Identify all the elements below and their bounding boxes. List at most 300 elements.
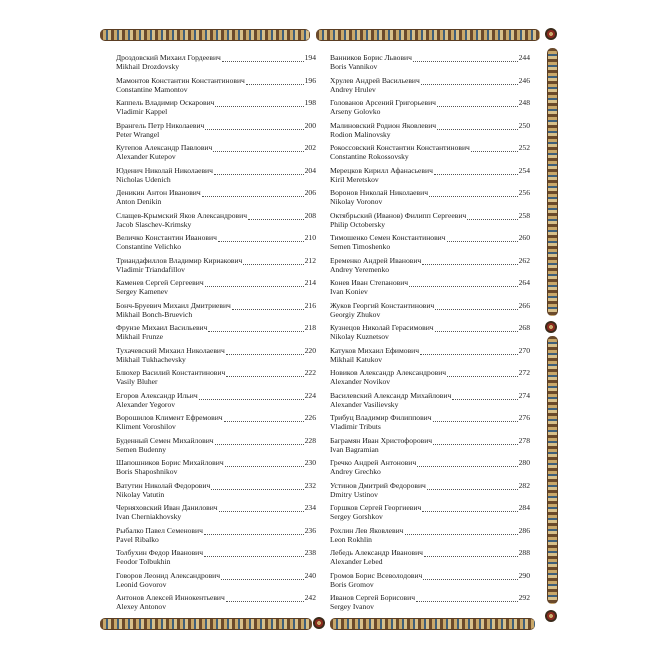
- russian-name-line: [116, 346, 316, 355]
- page-number: 244: [518, 53, 530, 62]
- english-name: Vladimir Tributs: [330, 422, 381, 431]
- index-entry: [330, 481, 530, 504]
- middle-rosette-icon: [545, 321, 557, 333]
- english-name: Boris Gromov: [330, 579, 374, 589]
- russian-name-line: [116, 526, 316, 535]
- dot-leader: [447, 235, 518, 242]
- dot-leader: [218, 235, 304, 242]
- russian-name: Говоров Леонид Александрович: [116, 570, 221, 580]
- page-number: 252: [518, 143, 530, 152]
- index-entry: [330, 301, 530, 324]
- english-name: Pavel Ribalko: [116, 534, 159, 544]
- dot-leader: [471, 145, 518, 152]
- russian-name: Мерецков Кирилл Афанасьевич: [330, 165, 433, 175]
- bottom-corner-rosette-icon: [313, 617, 325, 629]
- russian-name-line: [330, 256, 530, 265]
- english-name: Sergey Ivanov: [330, 602, 374, 611]
- english-name: Nicholas Udenich: [116, 174, 171, 184]
- dot-leader: [224, 415, 304, 422]
- page-number: 282: [518, 480, 530, 490]
- page-number: 202: [304, 143, 316, 152]
- page-number: 216: [304, 300, 316, 310]
- dot-leader: [435, 325, 518, 332]
- english-name: Mikhail Tukhachevsky: [116, 354, 186, 364]
- russian-name-line: [330, 391, 530, 400]
- page-number: 270: [518, 345, 530, 355]
- russian-name: Еременко Андрей Иванович: [330, 255, 422, 265]
- dot-leader: [213, 145, 303, 152]
- russian-name-line: [330, 458, 530, 467]
- dot-leader: [422, 505, 517, 512]
- russian-name: Голованов Арсений Григорьевич: [330, 98, 437, 107]
- english-name: Vasily Bluher: [116, 377, 158, 386]
- russian-name: Юденич Николай Николаевич: [116, 165, 213, 175]
- page-number: 278: [518, 435, 530, 445]
- russian-name: Октябрьский (Иванов) Филипп Сергеевич: [330, 210, 467, 220]
- english-name: Georgiy Zhukov: [330, 309, 381, 319]
- index-entry: [116, 503, 316, 526]
- english-name: Constantine Velichko: [116, 242, 182, 251]
- russian-name: Устинов Дмитрий Федорович: [330, 480, 426, 490]
- dot-leader: [429, 190, 518, 197]
- russian-name-line: [116, 143, 316, 152]
- russian-name-line: [330, 481, 530, 490]
- russian-name: Ворошилов Климент Ефремович: [116, 413, 223, 422]
- index-entry: [330, 53, 530, 76]
- russian-name-line: [330, 413, 530, 422]
- dot-leader: [226, 595, 304, 602]
- english-name: Nikolay Voronov: [330, 197, 383, 206]
- page-number: 214: [304, 278, 316, 287]
- english-name: Nikolay Kuznetsov: [330, 332, 389, 341]
- index-entry: [116, 391, 316, 414]
- page-number: 262: [518, 255, 530, 265]
- page-number: 274: [518, 390, 530, 400]
- russian-name: Блюхер Василий Константинович: [116, 368, 226, 377]
- english-name: Mikhail Drozdovsky: [116, 62, 180, 71]
- index-entry: [330, 436, 530, 459]
- bottom-corner-rosette-icon-right: [545, 610, 557, 622]
- dot-leader: [433, 415, 518, 422]
- dot-leader: [243, 258, 303, 265]
- russian-name-line: [116, 256, 316, 265]
- russian-name-line: [116, 323, 316, 332]
- page-number: 234: [304, 503, 316, 512]
- russian-name-line: [116, 571, 316, 580]
- index-entry: [330, 256, 530, 279]
- index-entry: [330, 593, 530, 616]
- english-name: Sergey Gorshkov: [330, 512, 383, 521]
- russian-name-line: [330, 503, 530, 512]
- russian-name-line: [116, 413, 316, 422]
- russian-name-line: [116, 301, 316, 310]
- page-number: 198: [304, 98, 316, 107]
- dot-leader: [437, 100, 518, 107]
- russian-name: Новиков Александр Александрович: [330, 368, 447, 377]
- dot-leader: [427, 483, 518, 490]
- index-column-left: [116, 53, 316, 616]
- english-name: Mikhail Bonch-Bruevich: [116, 309, 193, 319]
- russian-name: Горшков Сергей Георгиевич: [330, 503, 422, 512]
- index-entry: [330, 548, 530, 571]
- index-entry: [116, 166, 316, 189]
- russian-name: Триандафиллов Владимир Кириакович: [116, 255, 243, 265]
- russian-name-line: [330, 121, 530, 130]
- index-entry: [330, 233, 530, 256]
- page-number: 196: [304, 75, 316, 85]
- russian-name-line: [330, 571, 530, 580]
- index-entry: [330, 166, 530, 189]
- index-entry: [116, 413, 316, 436]
- index-entry: [330, 143, 530, 166]
- page-number: 266: [518, 300, 530, 310]
- index-entry: [116, 143, 316, 166]
- russian-name-line: [116, 121, 316, 130]
- english-name: Philip Octobersky: [330, 219, 386, 229]
- russian-name: Врангель Петр Николаевич: [116, 120, 205, 130]
- dot-leader: [205, 123, 303, 130]
- english-name: Alexander Novikov: [330, 377, 391, 386]
- index-entry: [116, 436, 316, 459]
- index-entry: [116, 301, 316, 324]
- english-name: Feodor Tolbukhin: [116, 557, 171, 566]
- russian-name-line: [330, 53, 530, 62]
- dot-leader: [416, 595, 518, 602]
- english-name: Ivan Cherniakhovsky: [116, 512, 182, 521]
- russian-name-line: [116, 211, 316, 220]
- russian-name-line: [116, 593, 316, 602]
- russian-name: Трибуц Владимир Филиппович: [330, 413, 432, 422]
- russian-name-line: [330, 301, 530, 310]
- english-name: Andrey Grechko: [330, 467, 381, 476]
- page-number: 204: [304, 165, 316, 175]
- russian-name-line: [116, 76, 316, 85]
- index-entry: [116, 481, 316, 504]
- dot-leader: [246, 78, 304, 85]
- english-name: Alexander Vasilievsky: [330, 399, 399, 409]
- index-entry: [116, 593, 316, 616]
- russian-name-line: [330, 76, 530, 85]
- index-entry: [330, 346, 530, 369]
- russian-name: Черняховский Иван Данилович: [116, 503, 218, 512]
- index-entry: [116, 346, 316, 369]
- dot-leader: [208, 325, 303, 332]
- english-name: Peter Wrangel: [116, 129, 160, 139]
- english-name: Alexander Kutepov: [116, 152, 176, 161]
- russian-name-line: [116, 458, 316, 467]
- russian-name: Деникин Антон Иванович: [116, 188, 201, 197]
- russian-name: Дроздовский Михаил Гордеевич: [116, 53, 221, 62]
- dot-leader: [204, 550, 304, 557]
- index-entry: [116, 323, 316, 346]
- page-number: 276: [518, 413, 530, 422]
- english-name: Jacob Slaschev-Krimsky: [116, 219, 192, 229]
- page-number: 228: [304, 435, 316, 445]
- page-number: 248: [518, 98, 530, 107]
- english-name: Alexander Yegorov: [116, 399, 176, 409]
- page-number: 230: [304, 458, 316, 467]
- dot-leader: [199, 393, 304, 400]
- dot-leader: [226, 348, 304, 355]
- dot-leader: [214, 168, 304, 175]
- index-entry: [116, 256, 316, 279]
- dot-leader: [211, 483, 303, 490]
- page-number: 212: [304, 255, 316, 265]
- index-entry: [330, 278, 530, 301]
- bottom-right-ornament: [330, 618, 535, 630]
- index-entry: [330, 458, 530, 481]
- page-number: 232: [304, 480, 316, 490]
- russian-name-line: [116, 548, 316, 557]
- russian-name: Шапошников Борис Михайлович: [116, 458, 224, 467]
- english-name: Vladimir Triandafillov: [116, 264, 185, 274]
- russian-name-line: [330, 278, 530, 287]
- index-entry: [330, 526, 530, 549]
- english-name: Mikhail Frunze: [116, 332, 164, 341]
- english-name: Vladimir Kappel: [116, 107, 168, 116]
- english-name: Leon Rokhlin: [330, 534, 372, 544]
- page-number: 272: [518, 368, 530, 377]
- index-entry: [330, 323, 530, 346]
- page-number: 206: [304, 188, 316, 197]
- russian-name-line: [330, 436, 530, 445]
- english-name: Semen Timoshenko: [330, 242, 391, 251]
- page-number: 236: [304, 525, 316, 535]
- dot-leader: [222, 55, 304, 62]
- page-number: 224: [304, 390, 316, 400]
- index-entry: [116, 121, 316, 144]
- page-number: 210: [304, 233, 316, 242]
- english-name: Boris Shaposhnikov: [116, 467, 178, 476]
- russian-name: Егоров Александр Ильич: [116, 390, 198, 400]
- page-number: 208: [304, 210, 316, 220]
- page-number: 280: [518, 458, 530, 467]
- english-name: Kiril Meretskov: [330, 174, 379, 184]
- dot-leader: [221, 573, 304, 580]
- english-name: Ivan Bagramian: [330, 444, 379, 454]
- top-corner-rosette-icon: [545, 28, 557, 40]
- english-name: Mikhail Katukov: [330, 354, 383, 364]
- english-name: Kliment Voroshilov: [116, 422, 176, 431]
- dot-leader: [205, 280, 304, 287]
- russian-name: Иванов Сергей Борисович: [330, 593, 416, 602]
- index-entry: [116, 526, 316, 549]
- page-number: 200: [304, 120, 316, 130]
- index-entry: [116, 211, 316, 234]
- russian-name: Слащев-Крымский Яков Александрович: [116, 210, 248, 220]
- page-number: 220: [304, 345, 316, 355]
- russian-name-line: [330, 526, 530, 535]
- page-number: 286: [518, 525, 530, 535]
- russian-name-line: [116, 436, 316, 445]
- russian-name-line: [330, 143, 530, 152]
- english-name: Rodion Malinovsky: [330, 129, 391, 139]
- dot-leader: [424, 550, 518, 557]
- index-entry: [116, 53, 316, 76]
- page-number: 288: [518, 548, 530, 557]
- russian-name: Хрулев Андрей Васильевич: [330, 75, 420, 85]
- dot-leader: [405, 528, 518, 535]
- english-name: Semen Budenny: [116, 444, 166, 454]
- index-entry: [116, 188, 316, 211]
- index-entry: [116, 278, 316, 301]
- russian-name-line: [330, 346, 530, 355]
- dot-leader: [434, 168, 518, 175]
- russian-name: Буденный Семен Михайлович: [116, 435, 214, 445]
- dot-leader: [219, 505, 304, 512]
- russian-name: Конев Иван Степанович: [330, 278, 409, 287]
- russian-name-line: [330, 323, 530, 332]
- page-number: 242: [304, 593, 316, 602]
- dot-leader: [413, 55, 518, 62]
- russian-name-line: [116, 503, 316, 512]
- russian-name: Антонов Алексей Иннокентьевич: [116, 593, 225, 602]
- index-entry: [116, 548, 316, 571]
- russian-name-line: [116, 368, 316, 377]
- index-entry: [116, 458, 316, 481]
- index-column-right: [330, 53, 530, 616]
- dot-leader: [204, 528, 304, 535]
- dot-leader: [435, 303, 517, 310]
- russian-name-line: [116, 278, 316, 287]
- russian-name: Катуков Михаил Ефимович: [330, 345, 420, 355]
- page-number: 246: [518, 75, 530, 85]
- side-ornament-lower: [547, 336, 558, 604]
- russian-name-line: [116, 481, 316, 490]
- page-number: 292: [518, 593, 530, 602]
- russian-name-line: [330, 233, 530, 242]
- page-number: 264: [518, 278, 530, 287]
- russian-name: Рокоссовский Константин Константинович: [330, 143, 470, 152]
- russian-name: Гречко Андрей Антонович: [330, 458, 417, 467]
- index-entry: [330, 391, 530, 414]
- dot-leader: [437, 123, 518, 130]
- russian-name: Каппель Владимир Оскарович: [116, 98, 215, 107]
- index-entry: [330, 98, 530, 121]
- english-name: Dmitry Ustinov: [330, 489, 378, 499]
- english-name: Alexander Lebed: [330, 557, 383, 566]
- page-number: 238: [304, 548, 316, 557]
- russian-name-line: [116, 166, 316, 175]
- english-name: Boris Vannikov: [330, 62, 378, 71]
- page-number: 194: [304, 53, 316, 62]
- page-number: 218: [304, 323, 316, 332]
- russian-name: Величко Константин Иванович: [116, 233, 217, 242]
- index-entry: [330, 121, 530, 144]
- russian-name: Громов Борис Всеволодович: [330, 570, 423, 580]
- russian-name-line: [116, 391, 316, 400]
- page-number: 250: [518, 120, 530, 130]
- english-name: Leonid Govorov: [116, 579, 167, 589]
- english-name: Nikolay Vatutin: [116, 489, 165, 499]
- index-entry: [116, 368, 316, 391]
- dot-leader: [467, 213, 517, 220]
- russian-name: Бонч-Бруевич Михаил Дмитриевич: [116, 300, 231, 310]
- russian-name-line: [330, 98, 530, 107]
- russian-name: Каменев Сергей Сергеевич: [116, 278, 204, 287]
- page-number: 290: [518, 570, 530, 580]
- dot-leader: [422, 258, 517, 265]
- russian-name: Тухачевский Михаил Николаевич: [116, 345, 225, 355]
- index-entry: [116, 233, 316, 256]
- index-entry: [330, 76, 530, 99]
- dot-leader: [232, 303, 304, 310]
- russian-name-line: [330, 188, 530, 197]
- dot-leader: [433, 438, 518, 445]
- russian-name: Мамонтов Константин Константинович: [116, 75, 245, 85]
- index-entry: [116, 98, 316, 121]
- russian-name: Жуков Георгий Константинович: [330, 300, 435, 310]
- russian-name: Толбухин Федор Иванович: [116, 548, 204, 557]
- russian-name-line: [330, 211, 530, 220]
- dot-leader: [417, 460, 517, 467]
- index-entry: [116, 571, 316, 594]
- page-number: 222: [304, 368, 316, 377]
- index-entry: [330, 413, 530, 436]
- russian-name: Рыбалко Павел Семенович: [116, 525, 203, 535]
- index-entry: [330, 571, 530, 594]
- english-name: Arseny Golovko: [330, 107, 381, 116]
- russian-name: Ватутин Николай Федорович: [116, 480, 211, 490]
- russian-name-line: [330, 166, 530, 175]
- dot-leader: [409, 280, 517, 287]
- russian-name: Кузнецов Николай Герасимович: [330, 323, 434, 332]
- russian-name-line: [116, 188, 316, 197]
- index-entry: [330, 368, 530, 391]
- russian-name-line: [116, 98, 316, 107]
- page-number: 260: [518, 233, 530, 242]
- russian-name: Рохлин Лев Яковлевич: [330, 525, 404, 535]
- top-left-ornament: [100, 29, 310, 41]
- dot-leader: [226, 370, 303, 377]
- english-name: Constantine Mamontov: [116, 84, 188, 94]
- russian-name-line: [330, 368, 530, 377]
- dot-leader: [215, 100, 303, 107]
- page-number: 254: [518, 165, 530, 175]
- russian-name: Ванников Борис Львович: [330, 53, 412, 62]
- dot-leader: [447, 370, 518, 377]
- russian-name: Фрунзе Михаил Васильевич: [116, 323, 208, 332]
- page-number: 256: [518, 188, 530, 197]
- dot-leader: [225, 460, 304, 467]
- english-name: Ivan Koniev: [330, 287, 368, 296]
- dot-leader: [420, 348, 518, 355]
- page-number: 240: [304, 570, 316, 580]
- index-entry: [116, 76, 316, 99]
- english-name: Constantine Rokossovsky: [330, 152, 409, 161]
- bottom-left-ornament: [100, 618, 312, 630]
- russian-name-line: [330, 593, 530, 602]
- russian-name: Тимошенко Семен Константинович: [330, 233, 446, 242]
- russian-name: Малиновский Родион Яковлевич: [330, 120, 437, 130]
- english-name: Sergey Kamenev: [116, 287, 168, 296]
- index-entry: [330, 211, 530, 234]
- page-number: 284: [518, 503, 530, 512]
- russian-name: Баграмян Иван Христофорович: [330, 435, 433, 445]
- page-number: 226: [304, 413, 316, 422]
- page-number: 268: [518, 323, 530, 332]
- page-number: 258: [518, 210, 530, 220]
- dot-leader: [423, 573, 517, 580]
- russian-name: Воронов Николай Николаевич: [330, 188, 429, 197]
- russian-name-line: [116, 53, 316, 62]
- english-name: Anton Denikin: [116, 197, 162, 206]
- side-ornament-upper: [547, 48, 558, 316]
- dot-leader: [202, 190, 304, 197]
- russian-name: Лебедь Александр Иванович: [330, 548, 423, 557]
- dot-leader: [215, 438, 304, 445]
- english-name: Alexey Antonov: [116, 602, 166, 611]
